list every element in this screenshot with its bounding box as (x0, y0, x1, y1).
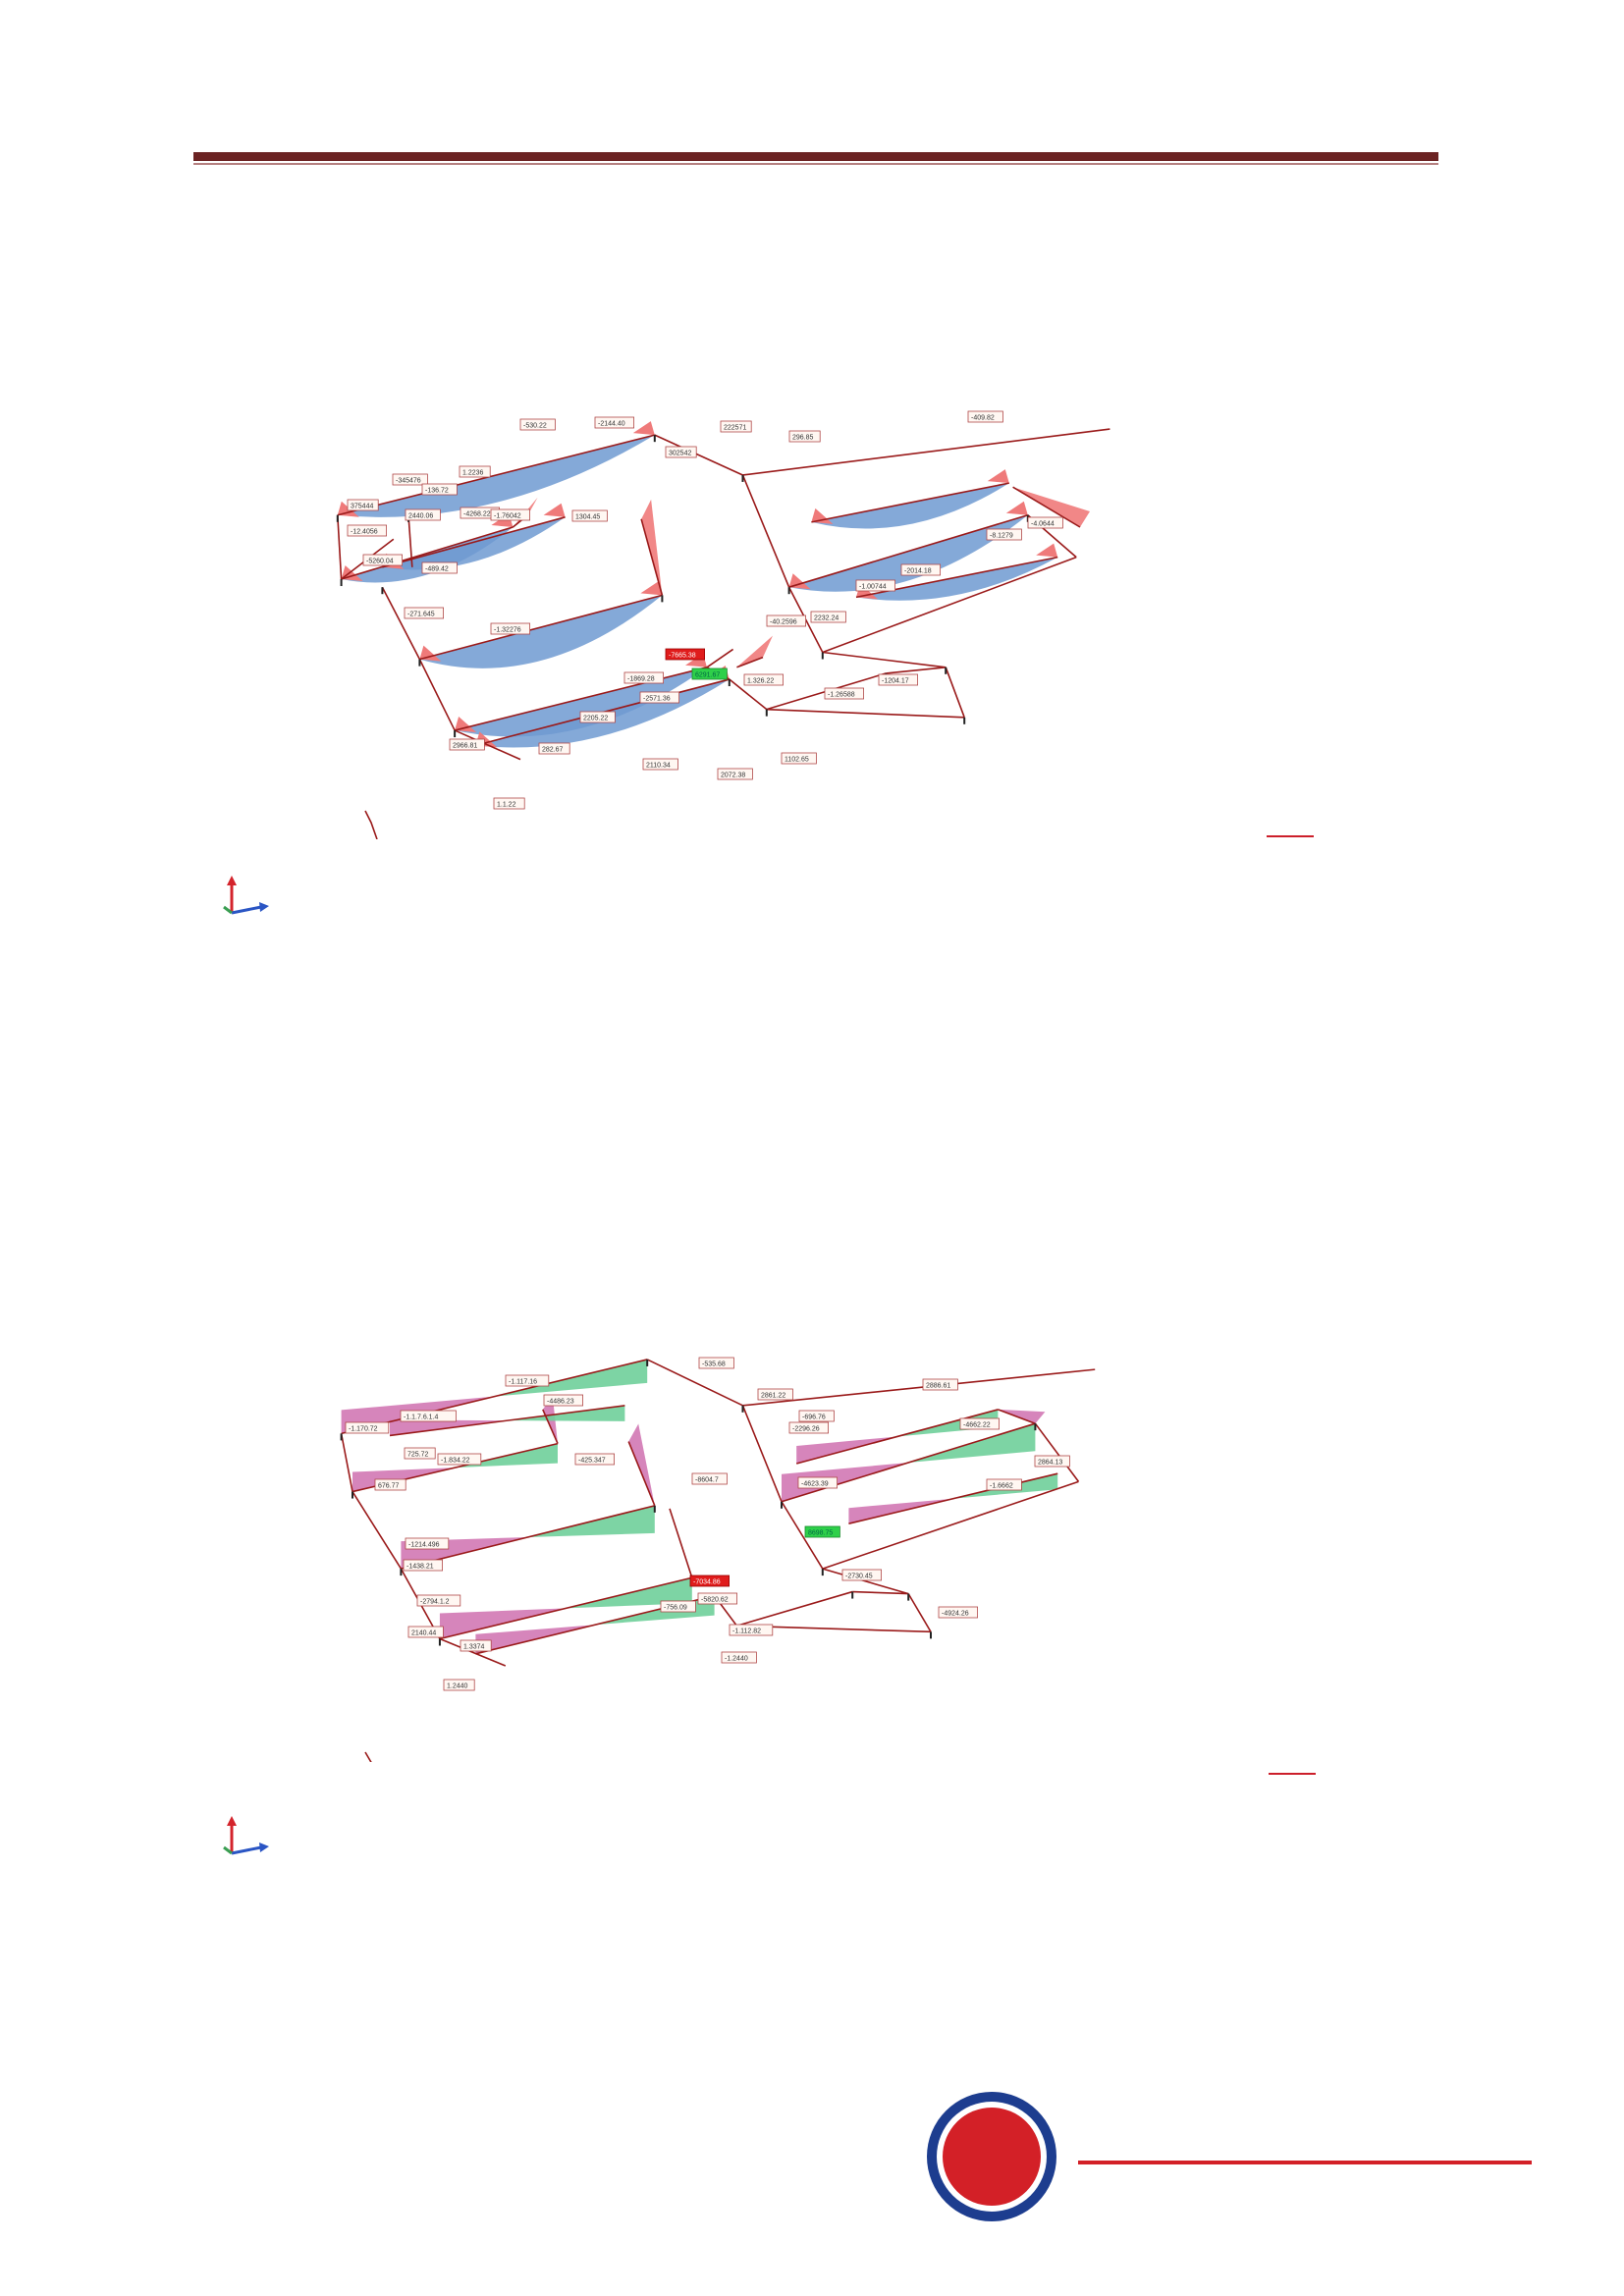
beam-line (338, 435, 655, 515)
value-label (460, 1640, 491, 1651)
svg-text:-425.347: -425.347 (578, 1457, 606, 1465)
svg-text:-5260.04: -5260.04 (366, 558, 394, 565)
svg-text:2440.06: 2440.06 (408, 512, 434, 520)
value-label (624, 672, 664, 683)
beam-line (707, 649, 733, 667)
beam-line (382, 587, 419, 659)
value-label (491, 623, 530, 634)
beam-line (342, 1433, 352, 1491)
value-label (661, 1601, 695, 1612)
page-header (193, 98, 1415, 137)
svg-text:-1.834.22: -1.834.22 (441, 1457, 470, 1465)
value-label (744, 674, 784, 685)
svg-text:-4662.22: -4662.22 (963, 1421, 991, 1429)
svg-text:222571: 222571 (724, 424, 747, 432)
svg-text:-696.76: -696.76 (802, 1414, 826, 1421)
svg-text:676.77: 676.77 (378, 1482, 400, 1490)
svg-text:1304.45: 1304.45 (575, 513, 601, 521)
svg-text:2861.22: 2861.22 (761, 1392, 786, 1400)
svg-text:1.2236: 1.2236 (462, 469, 484, 477)
beam-line (742, 475, 788, 587)
value-label (572, 510, 607, 521)
value-label (506, 1375, 549, 1386)
value-label (782, 753, 816, 764)
value-label (422, 562, 457, 573)
value-label (968, 411, 1002, 422)
diagram-cantilever (736, 636, 773, 667)
logo-divider (1078, 2161, 1532, 2164)
beam-line (767, 710, 964, 718)
value-label (960, 1418, 1000, 1429)
value-label (923, 1379, 957, 1390)
axis-triad (218, 874, 287, 928)
svg-text:-8.1279: -8.1279 (990, 532, 1013, 540)
value-label (692, 668, 727, 679)
svg-text:-4623.39: -4623.39 (801, 1480, 829, 1488)
svg-text:-535.68: -535.68 (702, 1361, 726, 1368)
value-label (363, 555, 403, 565)
beam-line (946, 667, 964, 718)
beam-line (742, 1369, 1095, 1406)
axis-triad (218, 1814, 287, 1868)
header-rule (193, 152, 1438, 161)
value-label (595, 417, 634, 428)
value-label (393, 474, 427, 485)
svg-text:-4.0644: -4.0644 (1031, 520, 1055, 528)
value-label (901, 564, 941, 575)
svg-text:-4268.22: -4268.22 (463, 510, 491, 518)
svg-text:1.2440: 1.2440 (447, 1682, 468, 1690)
stub-beam (365, 811, 377, 839)
svg-text:-271.645: -271.645 (407, 611, 435, 618)
svg-text:375444: 375444 (351, 503, 374, 510)
svg-text:-2794.1.2: -2794.1.2 (420, 1598, 450, 1606)
svg-text:1.3374: 1.3374 (463, 1643, 485, 1651)
svg-text:-2730.45: -2730.45 (845, 1573, 873, 1580)
moment-diagram (324, 407, 1208, 839)
company-emblem-icon (923, 2088, 1060, 2225)
value-label (825, 688, 864, 699)
svg-text:-12.4056: -12.4056 (351, 528, 378, 536)
value-label (692, 1473, 727, 1484)
diagram-end-spike (1036, 544, 1057, 558)
svg-text:-409.82: -409.82 (971, 414, 995, 422)
value-label (798, 1477, 838, 1488)
svg-text:1.326.22: 1.326.22 (747, 677, 775, 685)
moment-diagram-canvas (324, 407, 1208, 839)
svg-text:-7034.86: -7034.86 (693, 1578, 721, 1586)
svg-text:-1869.28: -1869.28 (627, 675, 655, 683)
stub-beam (365, 1752, 379, 1762)
value-label (491, 509, 530, 520)
beam-line (886, 667, 946, 673)
value-label (666, 649, 705, 660)
svg-text:2886.61: 2886.61 (926, 1382, 951, 1390)
svg-text:-2014.18: -2014.18 (904, 567, 932, 575)
header-rule-thin (193, 163, 1438, 165)
diagram-end-spike (544, 504, 566, 517)
value-label (987, 1479, 1021, 1490)
value-label (640, 692, 679, 703)
value-label (375, 1479, 406, 1490)
svg-text:-4486.23: -4486.23 (547, 1398, 574, 1406)
value-label (699, 1358, 733, 1368)
value-label (404, 1560, 443, 1571)
svg-text:-1.112.82: -1.112.82 (732, 1628, 762, 1635)
company-logo (923, 2076, 1561, 2243)
value-label (666, 447, 696, 457)
svg-text:-756.09: -756.09 (664, 1604, 687, 1612)
diagram-lobe (811, 483, 1008, 528)
value-label (767, 615, 806, 626)
beam-line (401, 1506, 654, 1569)
svg-text:2072.38: 2072.38 (721, 772, 746, 779)
value-label (405, 608, 444, 618)
svg-text:725.72: 725.72 (407, 1451, 429, 1459)
value-label (721, 421, 751, 432)
beam-line (823, 653, 946, 667)
value-label (401, 1411, 456, 1421)
svg-text:6291.67: 6291.67 (695, 671, 721, 679)
diagram-end-spike (988, 469, 1009, 483)
svg-text:282.67: 282.67 (542, 746, 564, 754)
value-label (494, 798, 524, 809)
beam-line (352, 1492, 401, 1570)
shear-diagram-canvas (324, 1350, 1208, 1762)
value-label (789, 1422, 829, 1433)
svg-text:-1.26588: -1.26588 (828, 691, 855, 699)
svg-text:-1.2440: -1.2440 (725, 1655, 748, 1663)
value-label (643, 759, 677, 770)
diagram-cantilever (628, 1424, 655, 1506)
svg-text:-345476: -345476 (396, 477, 421, 485)
value-label (730, 1625, 773, 1635)
value-label (348, 500, 378, 510)
beam-line (419, 660, 455, 730)
value-label (698, 1593, 737, 1604)
value-label (799, 1411, 834, 1421)
svg-text:-1.117.16: -1.117.16 (509, 1378, 538, 1386)
value-label (789, 431, 820, 442)
svg-text:-1.170.72: -1.170.72 (349, 1425, 378, 1433)
value-label (575, 1454, 615, 1465)
value-label (406, 1538, 449, 1549)
svg-text:-1.6662: -1.6662 (990, 1482, 1013, 1490)
moment-legend (1267, 827, 1320, 864)
value-label (348, 525, 387, 536)
value-label (939, 1607, 978, 1618)
value-label (1028, 517, 1062, 528)
svg-text:-1.32276: -1.32276 (494, 626, 521, 634)
svg-text:1102.65: 1102.65 (785, 756, 809, 764)
value-label (1035, 1456, 1069, 1467)
svg-text:-2571.36: -2571.36 (643, 695, 671, 703)
shear-force-diagram (324, 1350, 1208, 1762)
value-label (987, 529, 1021, 540)
value-label (444, 1680, 474, 1690)
value-label (805, 1526, 839, 1537)
svg-text:-2144.40: -2144.40 (598, 420, 625, 428)
beam-line (736, 1592, 852, 1627)
svg-text:-530.22: -530.22 (523, 422, 547, 430)
svg-text:-4924.26: -4924.26 (942, 1610, 969, 1618)
svg-text:-489.42: -489.42 (425, 565, 449, 573)
diagram-lobe (419, 595, 662, 667)
svg-text:-136.72: -136.72 (425, 487, 449, 495)
svg-text:-7665.38: -7665.38 (669, 652, 696, 660)
svg-text:-2296.26: -2296.26 (792, 1425, 820, 1433)
value-label (417, 1595, 460, 1606)
value-label (690, 1575, 730, 1586)
svg-text:-5820.62: -5820.62 (701, 1596, 729, 1604)
svg-text:302542: 302542 (669, 450, 692, 457)
value-label (539, 743, 569, 754)
value-label (438, 1454, 481, 1465)
svg-text:1.1.22: 1.1.22 (497, 801, 516, 809)
beam-line (823, 1481, 1079, 1569)
value-label (580, 712, 615, 722)
value-label (544, 1395, 583, 1406)
svg-text:-1438.21: -1438.21 (406, 1563, 434, 1571)
value-label (811, 612, 845, 622)
value-label (879, 674, 918, 685)
value-label (718, 769, 752, 779)
value-label (722, 1652, 756, 1663)
beam-line (908, 1594, 931, 1632)
diagram-end-spike (633, 421, 655, 435)
svg-text:-1.00744: -1.00744 (859, 583, 887, 591)
value-label (856, 580, 895, 591)
beam-line (670, 1509, 692, 1577)
value-label (408, 1627, 443, 1637)
diagram-end-spike (1006, 502, 1028, 515)
svg-text:2205.22: 2205.22 (583, 715, 609, 722)
svg-text:-40.2596: -40.2596 (770, 618, 797, 626)
value-label (406, 509, 440, 520)
value-label (422, 484, 457, 495)
beam-line (742, 1406, 782, 1502)
value-label (450, 739, 484, 750)
svg-text:-1214.496: -1214.496 (408, 1541, 440, 1549)
value-label (405, 1448, 435, 1459)
svg-text:-8604.7: -8604.7 (695, 1476, 719, 1484)
svg-text:-1.1.7.6.1.4: -1.1.7.6.1.4 (404, 1414, 439, 1421)
value-label (520, 419, 555, 430)
svg-text:-1204.17: -1204.17 (882, 677, 909, 685)
svg-text:8698.75: 8698.75 (808, 1529, 834, 1537)
svg-text:2864.13: 2864.13 (1038, 1459, 1063, 1467)
svg-text:2110.34: 2110.34 (646, 762, 671, 770)
svg-text:296.85: 296.85 (792, 434, 814, 442)
value-label (758, 1389, 792, 1400)
svg-text:2966.81: 2966.81 (453, 742, 478, 750)
beam-line (338, 515, 342, 579)
shear-legend (1269, 1764, 1322, 1801)
value-label (842, 1570, 882, 1580)
value-label (346, 1422, 389, 1433)
svg-text:-1.76042: -1.76042 (494, 512, 521, 520)
value-label (460, 466, 490, 477)
svg-text:2232.24: 2232.24 (814, 614, 839, 622)
svg-text:2140.44: 2140.44 (411, 1629, 437, 1637)
beam-line (1035, 1423, 1078, 1481)
